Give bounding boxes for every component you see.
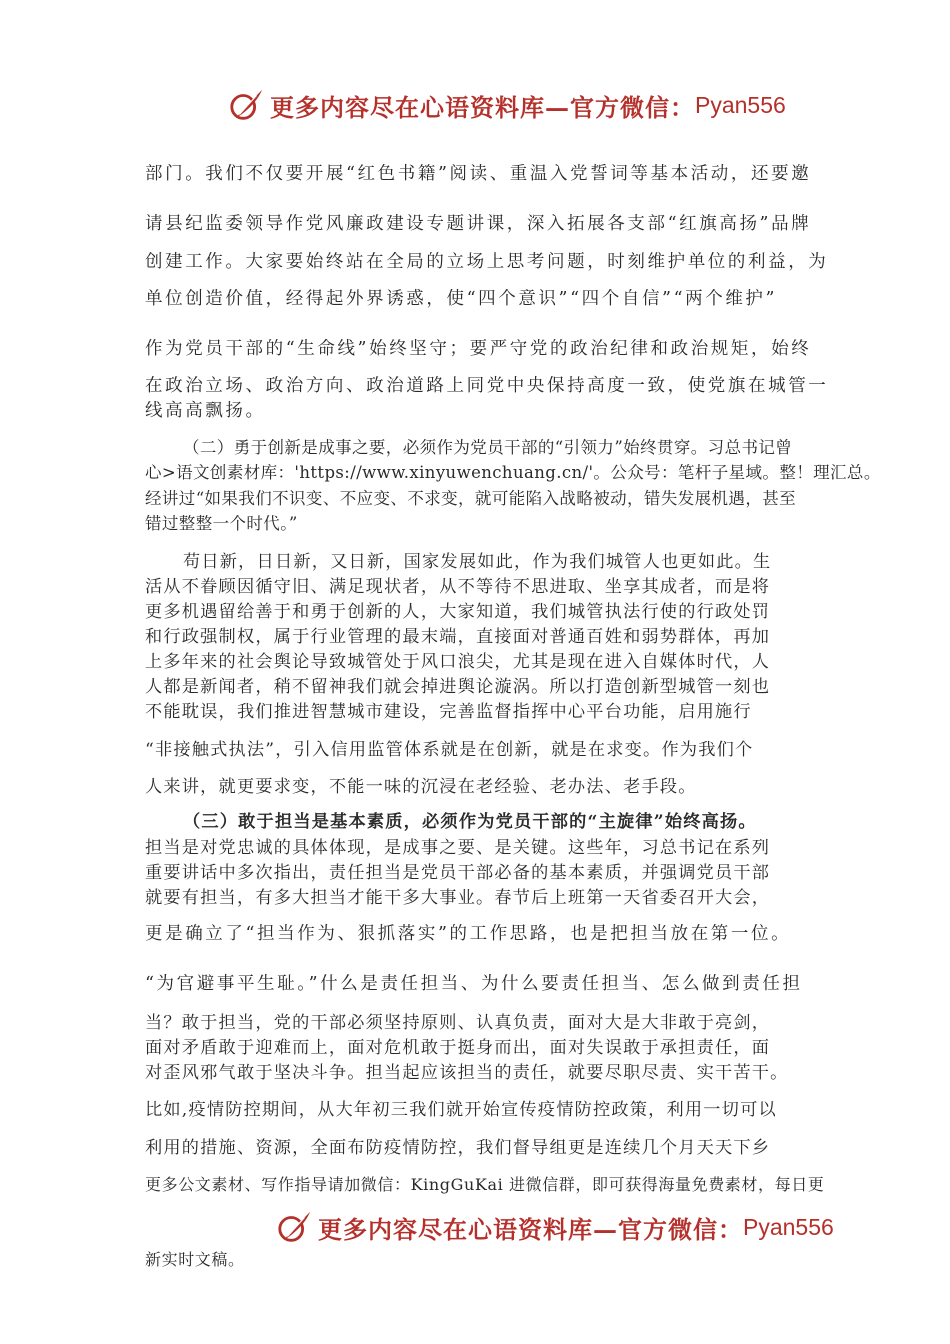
body-line: 面对矛盾敢于迎难而上，面对危机敢于挺身而出，面对失误敢于承担责任，面 (145, 1038, 771, 1058)
body-line: 作为党员干部的“生命线”始终坚守；要严守党的政治纪律和政治规矩，始终 (145, 339, 812, 359)
body-line: 活从不眷顾因循守旧、满足现状者，从不等待不思进取、坐享其成者，而是将 (145, 577, 771, 597)
body-line: 重要讲话中多次指出，责任担当是党员干部必备的基本素质，并强调党员干部 (145, 863, 771, 883)
body-line: 请县纪监委领导作党风廉政建设专题讲课，深入拓展各支部“红旗高扬”品牌 (145, 214, 812, 234)
body-line: 上多年来的社会舆论导致城管处于风口浪尖，尤其是现在进入自媒体时代，人 (145, 652, 771, 672)
quill-logo-icon (228, 86, 266, 124)
banner-wechat-id: Pyan556 (695, 91, 786, 118)
footer-promo-line: 更多公文素材、写作指导请加微信：KingGuKai 进微信群，即可获得海量免费素材，每日更 (145, 1175, 825, 1194)
footer-promo-line: 新实时文稿。 (145, 1250, 245, 1269)
body-line: 人都是新闻者，稍不留神我们就会掉进舆论漩涡。所以打造创新型城管一刻也 (145, 677, 771, 697)
body-line: 担当是对党忠诚的具体体现，是成事之要、是关键。这些年，习总书记在系列 (145, 838, 771, 858)
body-line: 线高高飘扬。 (145, 401, 266, 421)
section-heading-2: （二）勇于创新是成事之要，必须作为党员干部的“引领力”始终贯穿。习总书记曾 (183, 438, 793, 457)
body-line: 对歪风邪气敢于坚决斗争。担当起应该担当的责任，就要尽职尽责、实干苦干。 (145, 1063, 789, 1083)
source-note-line: 心>语文创素材库：'https://www.xinyuwenchuang.cn/'。公众号：笔杆子星域。整！理汇总。 (145, 463, 881, 482)
body-line: 当？敢于担当，党的干部必须坚持原则、认真负责，面对大是大非敢于亮剑， (145, 1013, 771, 1033)
body-line: 更是确立了“担当作为、狠抓落实”的工作思路，也是把担当放在第一位。 (145, 924, 792, 944)
footer-watermark-banner (276, 1208, 834, 1246)
body-line: 利用的措施、资源，全面布防疫情防控，我们督导组更是连续几个月天天下乡 (145, 1138, 771, 1158)
body-line: “为官避事平生耻。”什么是责任担当、为什么要责任担当、怎么做到责任担 (145, 974, 803, 994)
body-line: 和行政强制权，属于行业管理的最末端，直接面对普通百姓和弱势群体，再加 (145, 627, 771, 647)
body-line: 人来讲，就更要求变，不能一味的沉浸在老经验、老办法、老手段。 (145, 777, 697, 797)
body-line: “非接触式执法”，引入信用监管体系就是在创新，就是在求变。作为我们个 (145, 740, 754, 760)
body-line: 经讲过“如果我们不识变、不应变、不求变，就可能陷入战略被动，错失发展机遇，甚至 (145, 489, 797, 508)
body-line: 比如,疫情防控期间，从大年初三我们就开始宣传疫情防控政策，利用一切可以 (145, 1100, 777, 1120)
quill-logo-icon (276, 1208, 314, 1246)
section-heading-3: （三）敢于担当是基本素质，必须作为党员干部的“主旋律”始终高扬。 (183, 812, 757, 832)
body-line: 就要有担当，有多大担当才能干多大事业。春节后上班第一天省委召开大会， (145, 888, 771, 908)
banner-title: 更多内容尽在心语资料库—官方微信： (270, 92, 695, 122)
body-line: 错过整整一个时代。” (145, 514, 298, 533)
body-line: 苟日新，日日新，又日新，国家发展如此，作为我们城管人也更如此。生 (183, 552, 772, 572)
body-line: 不能耽误，我们推进智慧城市建设，完善监督指挥中心平台功能，启用施行 (145, 702, 752, 722)
body-line: 更多机遇留给善于和勇于创新的人，大家知道，我们城管执法行使的行政处罚 (145, 602, 771, 622)
body-line: 单位创造价值，经得起外界诱惑，使“四个意识”“四个自信”“两个维护” (145, 289, 778, 309)
banner-wechat-id: Pyan556 (743, 1213, 834, 1240)
header-watermark-banner (228, 86, 786, 124)
body-line: 在政治立场、政治方向、政治道路上同党中央保持高度一致，使党旗在城管一 (145, 376, 829, 396)
banner-title: 更多内容尽在心语资料库—官方微信： (318, 1214, 743, 1244)
body-line: 创建工作。大家要始终站在全局的立场上思考问题，时刻维护单位的利益，为 (145, 252, 829, 272)
body-line: 部门。我们不仅要开展“红色书籍”阅读、重温入党誓词等基本活动，还要邀 (145, 164, 812, 184)
